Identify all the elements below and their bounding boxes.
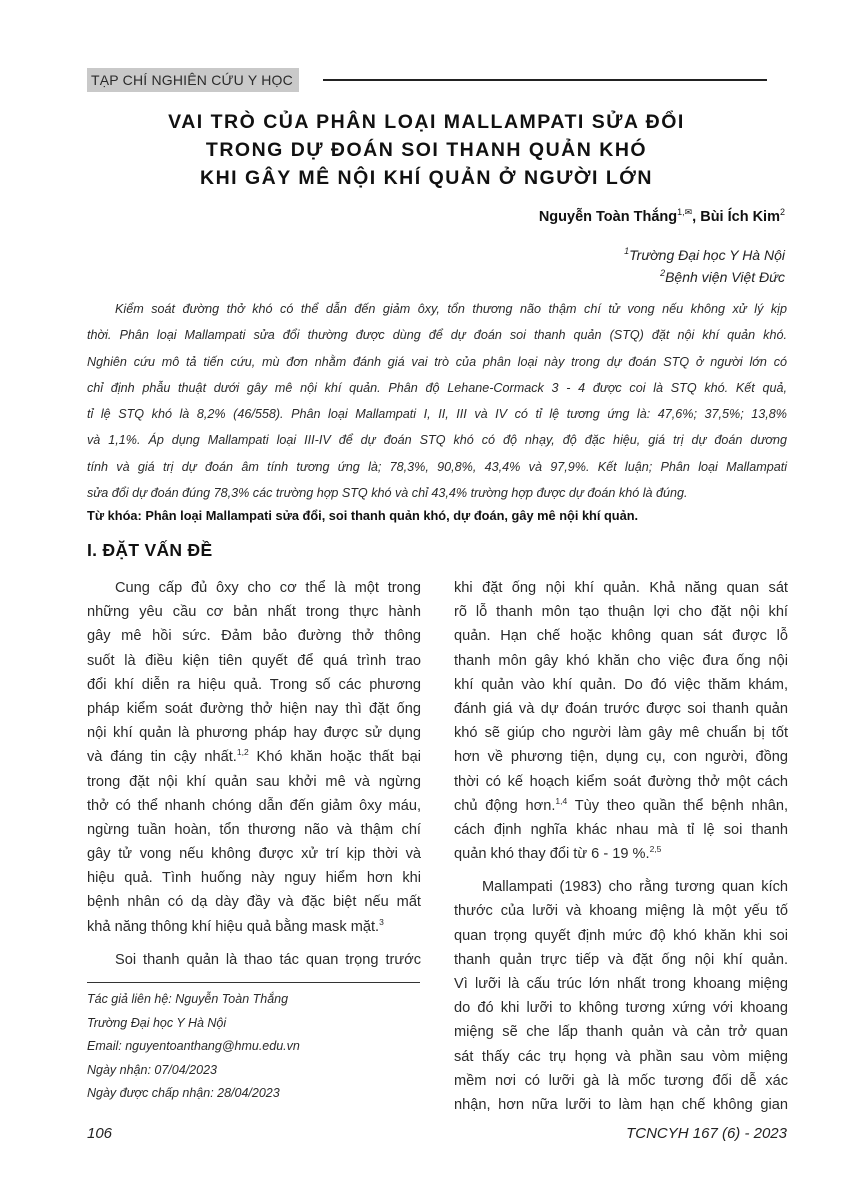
line-text: nhận, hơn nữa lưỡi to làm hạn chế không gian xyxy=(454,1096,788,1113)
footnote-line: Ngày nhận: 07/04/2023 xyxy=(87,1062,217,1077)
line-text: rõ lỗ thanh môn tạo thuận lợi cho đặt nội khí xyxy=(454,604,788,621)
author-mark: 2 xyxy=(779,207,785,217)
body-text-line xyxy=(454,721,788,745)
line-text: quản khó thay đổi từ 6 - 19 %. xyxy=(454,846,650,863)
line-text: thước của lưỡi và khoang miệng là một yếu tố xyxy=(454,903,788,920)
line-text: bệnh nhân có dạ dày đầy và đặc biệt nếu mất xyxy=(87,894,421,911)
article-title xyxy=(100,108,753,192)
citation-mark: 2,5 xyxy=(649,844,662,855)
body-text-line xyxy=(454,875,788,899)
body-text-line xyxy=(454,972,788,996)
body-text-line xyxy=(454,576,788,600)
footnote-line: Ngày được chấp nhận: 28/04/2023 xyxy=(87,1086,280,1100)
body-text-line xyxy=(454,697,788,721)
line-text: quản. Hạn chế hoặc không quan sát được lỗ xyxy=(454,628,788,645)
body-text-line xyxy=(87,673,421,697)
line-text: thời có kế hoạch kiểm soát đường thở một cách xyxy=(454,773,788,790)
body-text-line xyxy=(87,649,421,673)
line-text: ngừng tuần hoàn, tổn thương não và thậm chí xyxy=(87,821,421,838)
journal-header xyxy=(87,68,767,92)
affiliation-text: Trường Đại học Y Hà Nội xyxy=(629,247,785,263)
line-text: khả năng thông khí hiệu quả bằng mask mặt. xyxy=(87,918,380,935)
footnote-rule xyxy=(87,982,420,983)
line-text: nội khí quản là phương pháp hay được sử dụng xyxy=(87,725,421,742)
abstract-line: chỉ định phẫu thuật dưới gây mê nội khí quản. Phân độ Lehane-Cormack 3 - 4 được coi là STQ khó. Kết quả, xyxy=(87,380,787,395)
line-text: gây tử vong nếu không được xử trí kịp thời và xyxy=(87,846,421,863)
abstract-line: Kiểm soát đường thở khó có thể dẫn đến giảm ôxy, tổn thương não thậm chí tử vong nếu không xử lý kịp xyxy=(115,302,787,316)
body-text-line xyxy=(454,600,788,624)
line-text: hiệu quả. Tình huống này nguy hiểm hơn khi xyxy=(87,870,421,887)
line-text: Tùy theo quần thể bệnh nhân, xyxy=(567,797,788,814)
correspondence-footnote xyxy=(87,988,420,1106)
footnote-line: Trường Đại học Y Hà Nội xyxy=(87,1015,227,1030)
body-text-line xyxy=(454,770,788,794)
line-text: pháp kiểm soát đường thở hiện nay thì đặt ống xyxy=(87,700,421,717)
body-text-line xyxy=(454,842,788,866)
line-text: khí quản vào khí quản. Do đó việc thăm khám, xyxy=(454,676,788,693)
body-column-right xyxy=(454,576,788,1117)
body-text-line xyxy=(87,818,421,842)
body-text-line xyxy=(454,1069,788,1093)
body-text-line xyxy=(87,697,421,721)
body-text-line xyxy=(454,899,788,923)
title-line-1: VAI TRÒ CỦA PHÂN LOẠI MALLAMPATI SỬA ĐỔI xyxy=(168,111,685,133)
citation-mark: 1,4 xyxy=(555,795,568,806)
citation-mark: 1,2 xyxy=(236,747,249,758)
line-text: những yêu cầu cơ bản nhất trong thực hành xyxy=(87,604,421,621)
body-text-line xyxy=(454,924,788,948)
journal-name: TẠP CHÍ NGHIÊN CỨU Y HỌC xyxy=(87,68,299,92)
line-text: đánh giá và dự đoán trước được soi thanh quản xyxy=(454,700,788,717)
page-number: 106 xyxy=(87,1125,113,1142)
body-text-line xyxy=(454,1020,788,1044)
line-text: sát thấy các trụ họng và phần sau vòm miệng xyxy=(454,1048,788,1065)
line-text: đổi khí diễn ra hiệu quả. Trong số các phương xyxy=(87,676,421,693)
line-text: Cung cấp đủ ôxy cho cơ thể là một trong xyxy=(115,580,421,596)
affiliation xyxy=(624,246,785,263)
abstract-line: sửa đổi dự đoán đúng 78,3% các trường hợp STQ khó và chỉ 43,4% trường hợp được dự đoán khó là đúng. xyxy=(87,486,688,501)
body-text-line xyxy=(454,996,788,1020)
line-text: suốt là điều kiện tiên quyết để quá trình trao xyxy=(87,652,421,669)
body-text-line xyxy=(87,576,421,600)
line-text: thanh môn gây khó khăn cho việc đưa ống nội xyxy=(454,652,788,669)
body-text-line xyxy=(87,745,421,769)
abstract-line: tỉ lệ STQ khó là 8,2% (46/558). Phân loại Mallampati I, II, III và IV có tỉ lệ tương ứng là: 47,6%; 37,5%; 13,8% xyxy=(87,407,787,422)
body-text-line xyxy=(87,948,421,972)
author-name: Nguyễn Toàn Thắng xyxy=(538,209,678,225)
author-name: Bùi Ích Kim xyxy=(700,209,780,225)
line-text: mềm nơi có lưỡi gà là mốc tương đối dễ xác xyxy=(454,1072,788,1089)
author-separator: , xyxy=(692,209,701,225)
abstract xyxy=(87,296,787,506)
body-text-line xyxy=(454,673,788,697)
keywords: Từ khóa: Phân loại Mallampati sửa đổi, soi thanh quản khó, dự đoán, gây mê nội khí quản. xyxy=(87,508,639,523)
line-text: và đáng tin cậy nhất. xyxy=(87,749,237,766)
line-text: thanh quản trực tiếp và đặt ống nội khí quản. xyxy=(454,951,788,968)
body-text-line xyxy=(87,794,421,818)
body-text-line xyxy=(454,818,788,842)
body-text-line xyxy=(454,794,788,818)
line-text: thở có thể nhanh chóng dẫn đến giảm ôxy máu, xyxy=(87,797,421,814)
abstract-line: và 1,1%. Áp dụng Mallampati loại III-IV để dự đoán STQ khó có độ nhạy, độ đặc hiệu, giá trị dự đoán dương xyxy=(87,433,787,448)
citation-mark: 3 xyxy=(379,916,384,927)
body-text-line xyxy=(87,624,421,648)
footnote-line: Email: nguyentoanthang@hmu.edu.vn xyxy=(87,1039,300,1053)
body-text-line xyxy=(87,842,421,866)
journal-reference: TCNCYH 167 (6) - 2023 xyxy=(626,1125,787,1142)
affiliation-mark: 2 xyxy=(660,268,666,278)
line-text: Soi thanh quản là thao tác quan trọng trước xyxy=(115,951,421,968)
line-text: khi đặt ống nội khí quản. Khả năng quan sát xyxy=(454,580,788,596)
line-text: Vì lưỡi là cấu trúc lớn nhất trong khoang miệng xyxy=(454,976,788,992)
affiliation xyxy=(660,268,785,285)
author-list xyxy=(539,207,785,225)
body-text-line xyxy=(454,1045,788,1069)
line-text: miệng sẽ che lấp thanh quản và cản trở quan xyxy=(454,1024,788,1041)
body-text-line xyxy=(87,600,421,624)
body-text-line xyxy=(87,866,421,890)
line-text: gây mê hồi sức. Đảm bảo đường thở thông xyxy=(87,628,421,645)
affiliation-mark: 1 xyxy=(624,246,630,256)
body-text-line xyxy=(454,1093,788,1117)
header-rule xyxy=(323,79,767,81)
line-text: hơn về phương tiện, dụng cụ, con người, đồng xyxy=(454,749,788,766)
body-text-line xyxy=(454,624,788,648)
line-text: Khó khăn hoặc thất bại xyxy=(248,749,421,766)
body-text-line xyxy=(87,721,421,745)
body-text-line xyxy=(87,770,421,794)
title-line-3: KHI GÂY MÊ NỘI KHÍ QUẢN Ở NGƯỜI LỚN xyxy=(200,167,653,189)
abstract-line: tính và giá trị dự đoán âm tính tương ứng là; 78,3%, 90,8%, 43,4% và 97,9%. Kết luận; Phân loại Mallampati xyxy=(87,459,787,474)
footnote-line: Tác giả liên hệ: Nguyễn Toàn Thắng xyxy=(87,992,289,1006)
line-text: cách định nghĩa khác nhau mà tỉ lệ soi thanh xyxy=(454,821,788,838)
author-mark: 1,✉ xyxy=(677,207,693,217)
line-text: chủ động hơn. xyxy=(454,797,556,814)
affiliation-text: Bệnh viện Việt Đức xyxy=(665,269,785,285)
title-line-2: TRONG DỰ ĐOÁN SOI THANH QUẢN KHÓ xyxy=(205,139,648,161)
line-text: quan trọng quyết định mức độ khó khăn khi soi xyxy=(454,927,788,944)
body-text-line xyxy=(87,890,421,914)
body-column-left xyxy=(87,576,421,972)
body-text-line xyxy=(454,649,788,673)
line-text: do đó khi lưỡi to không tương xứng với khoang xyxy=(454,1000,788,1017)
body-text-line xyxy=(454,948,788,972)
body-text-line xyxy=(87,915,421,939)
line-text: khó sẽ giúp cho người làm gây mê chuẩn bị tốt xyxy=(454,725,788,742)
abstract-line: Nghiên cứu mô tả tiến cứu, mù đơn nhằm đánh giá vai trò của phân loại này trong dự đoán STQ ở người lớn có xyxy=(87,354,787,369)
line-text: trong đặt nội khí quản sau khởi mê và ngừng xyxy=(87,773,421,790)
line-text: Mallampati (1983) cho rằng tương quan kích xyxy=(482,879,788,896)
body-text-line xyxy=(454,745,788,769)
abstract-line: thời. Phân loại Mallampati sửa đổi thường được dùng để dự đoán soi thanh quản (STQ) đặt nội khí quản khó. xyxy=(87,328,787,343)
section-heading: I. ĐẶT VẤN ĐỀ xyxy=(87,540,213,560)
